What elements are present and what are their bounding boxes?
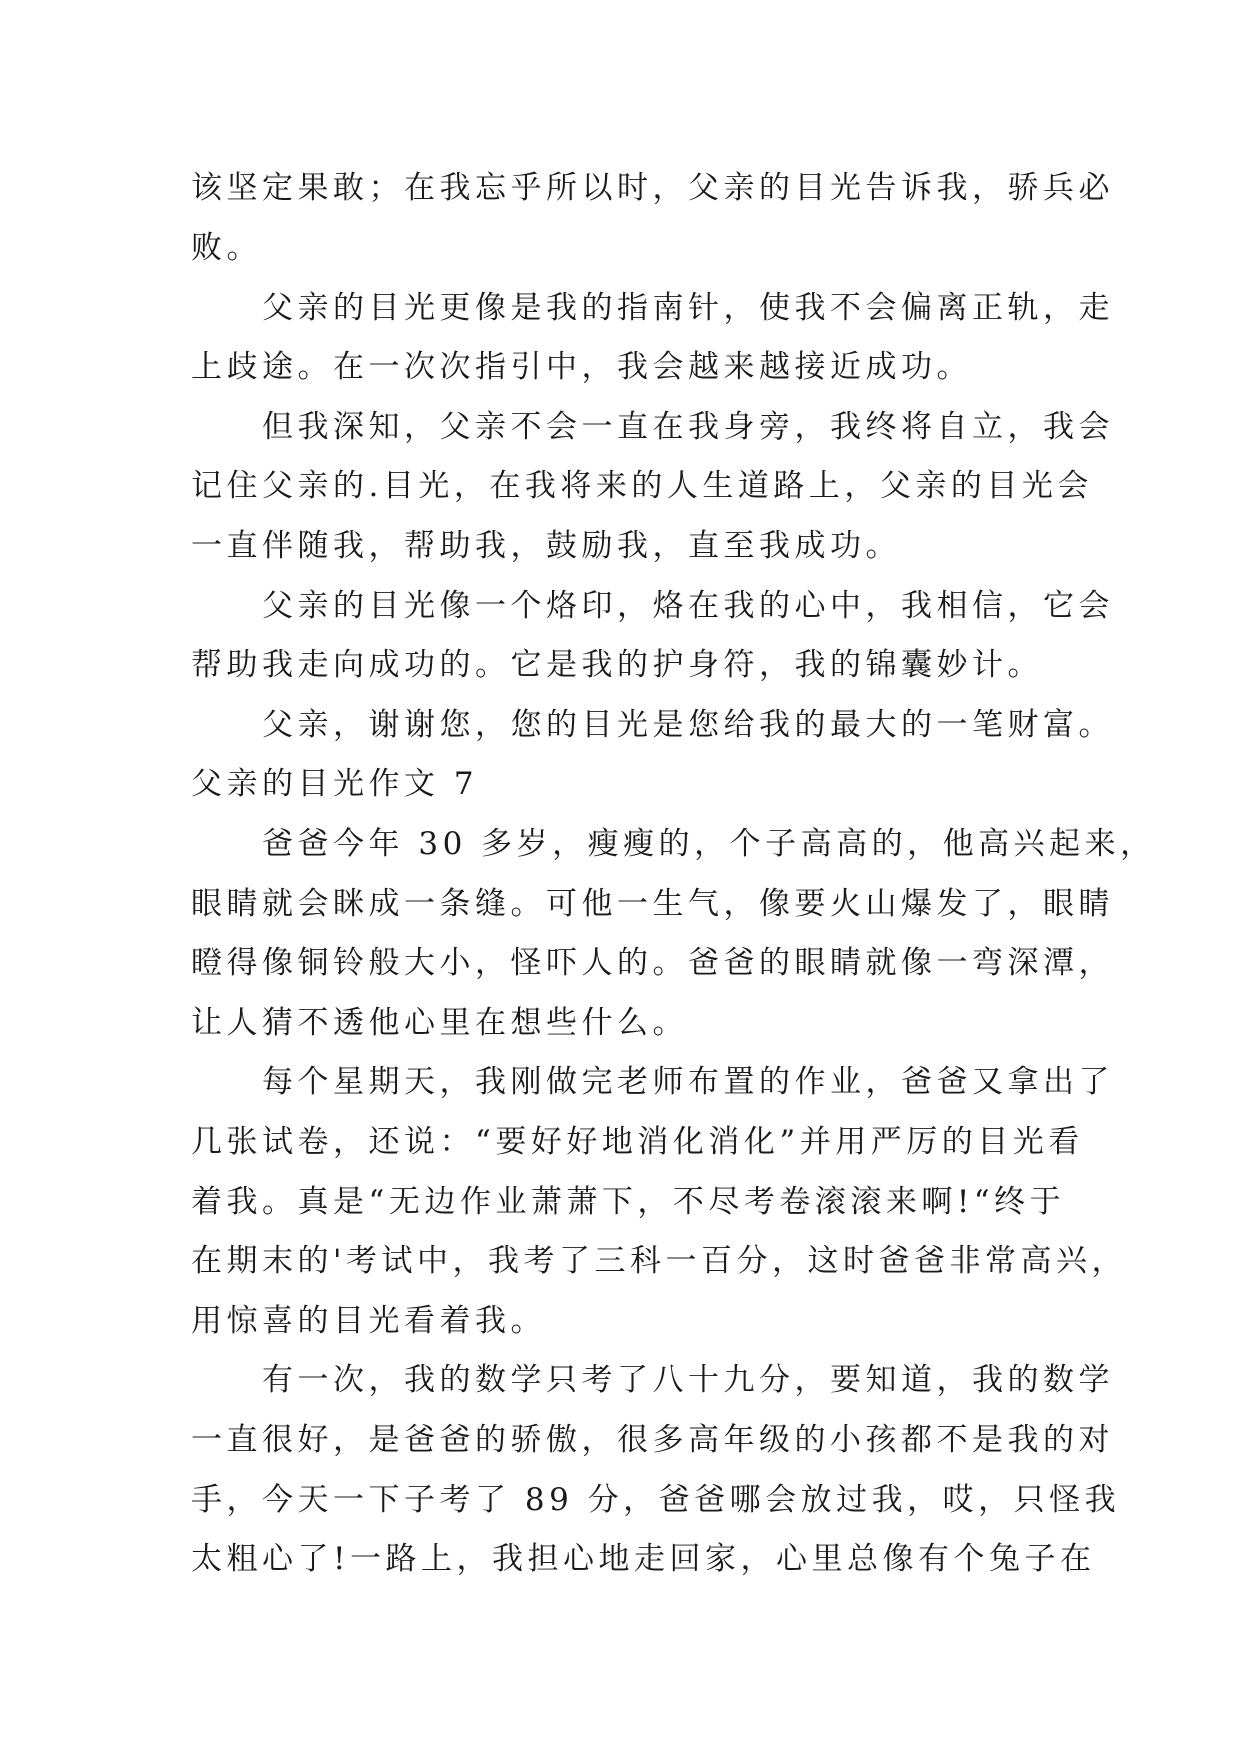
text-line: 眼睛就会眯成一条缝。可他一生气，像要火山爆发了，眼睛	[191, 886, 1114, 922]
text-line: 记住父亲的.目光，在我将来的人生道路上，父亲的目光会	[191, 468, 1093, 504]
text-line: 在期末的'考试中，我考了三科一百分，这时爸爸非常高兴，	[191, 1243, 1128, 1279]
text-line: 一直伴随我，帮助我，鼓励我，直至我成功。	[191, 528, 901, 564]
text-line: 几张试卷，还说：“要好好地消化消化”并用严厉的目光看	[191, 1124, 1084, 1160]
text-line: 败。	[191, 230, 262, 266]
text-line: 让人猜不透他心里在想些什么。	[191, 1005, 688, 1041]
text-line: 上歧途。在一次次指引中，我会越来越接近成功。	[191, 349, 972, 385]
text-line: 着我。真是“无边作业萧萧下，不尽考卷滚滚来啊!“终于	[191, 1184, 1066, 1220]
text-line: 父亲的目光像一个烙印，烙在我的心中，我相信，它会	[191, 588, 1114, 624]
text-line: 爸爸今年 30 多岁，瘦瘦的，个子高高的，他高兴起来，	[191, 826, 1156, 862]
text-line: 父亲的目光更像是我的指南针，使我不会偏离正轨，走	[191, 290, 1114, 326]
text-line: 瞪得像铜铃般大小，怪吓人的。爸爸的眼睛就像一弯深潭，	[191, 945, 1114, 981]
text-line: 该坚定果敢；在我忘乎所以时，父亲的目光告诉我，骄兵必	[191, 170, 1114, 206]
text-line: 手，今天一下子考了 89 分，爸爸哪会放过我，哎，只怪我	[191, 1482, 1121, 1518]
text-line: 用惊喜的目光看着我。	[191, 1303, 546, 1339]
text-line: 父亲，谢谢您，您的目光是您给我的最大的一笔财富。	[191, 707, 1114, 743]
text-line: 太粗心了!一路上，我担心地走回家，心里总像有个兔子在	[191, 1541, 1096, 1577]
text-line: 每个星期天，我刚做完老师布置的作业，爸爸又拿出了	[191, 1064, 1114, 1100]
text-line: 一直很好，是爸爸的骄傲，很多高年级的小孩都不是我的对	[191, 1422, 1114, 1458]
section-heading: 父亲的目光作文 7	[191, 766, 479, 802]
text-line: 帮助我走向成功的。它是我的护身符，我的锦囊妙计。	[191, 647, 1043, 683]
text-line: 有一次，我的数学只考了八十九分，要知道，我的数学	[191, 1362, 1114, 1398]
text-line: 但我深知，父亲不会一直在我身旁，我终将自立，我会	[191, 409, 1114, 445]
